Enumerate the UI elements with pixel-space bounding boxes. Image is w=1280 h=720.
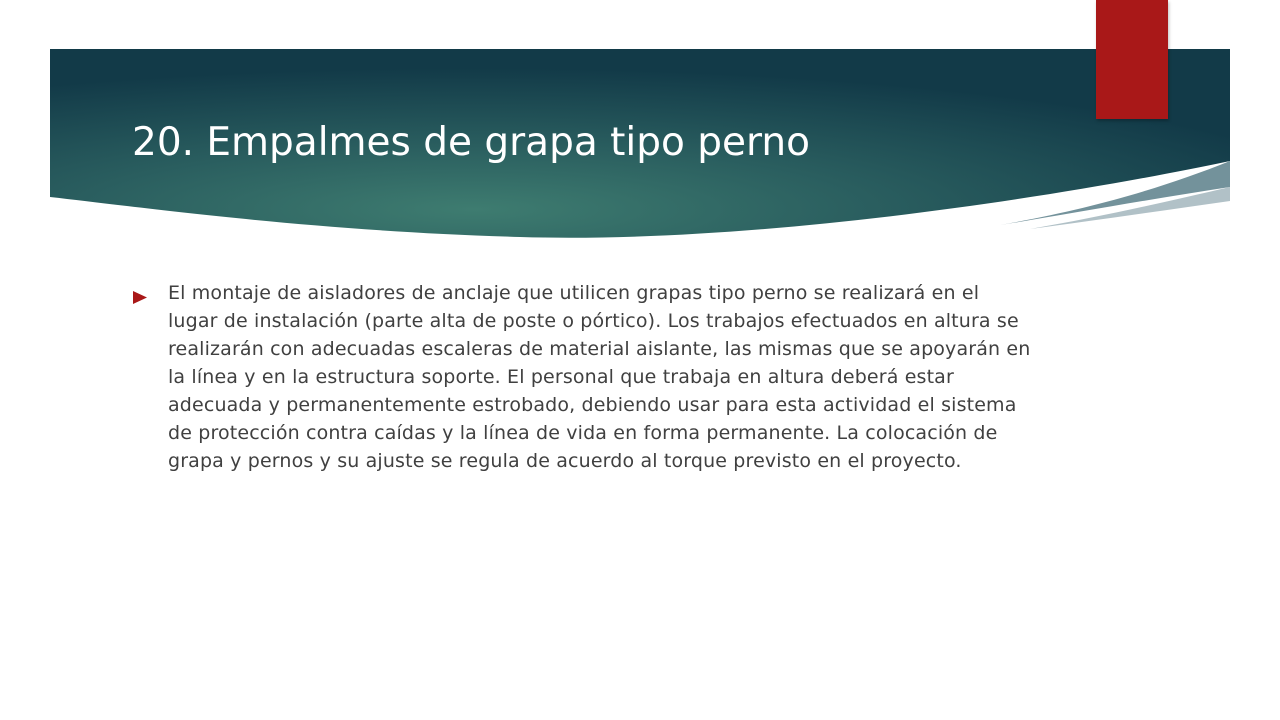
accent-tab xyxy=(1096,0,1168,119)
body-content xyxy=(133,279,1033,475)
bullet-text: El montaje de aisladores de anclaje que utilicen grapas tipo perno se realizará en el lugar de instalación (parte alta de poste o pórtico). Los trabajos efectuados en altura se realizarán con adecuadas escaleras de material aislante, las mismas que se apoyarán en la línea y en la estructura soporte. El personal que trabaja en altura deberá estar adecuada y permanentemente estrobado, debiendo usar para esta actividad el sistema de protección contra caídas y la línea de vida en forma permanente. La colocación de grapa y pernos y su ajuste se regula de acuerdo al torque previsto en el proyecto. xyxy=(168,282,1031,472)
bullet-item xyxy=(133,279,1033,475)
triangle-bullet-icon xyxy=(133,289,147,302)
slide-title: 20. Empalmes de grapa tipo perno xyxy=(132,120,810,165)
banner-wave-light xyxy=(1030,187,1230,229)
